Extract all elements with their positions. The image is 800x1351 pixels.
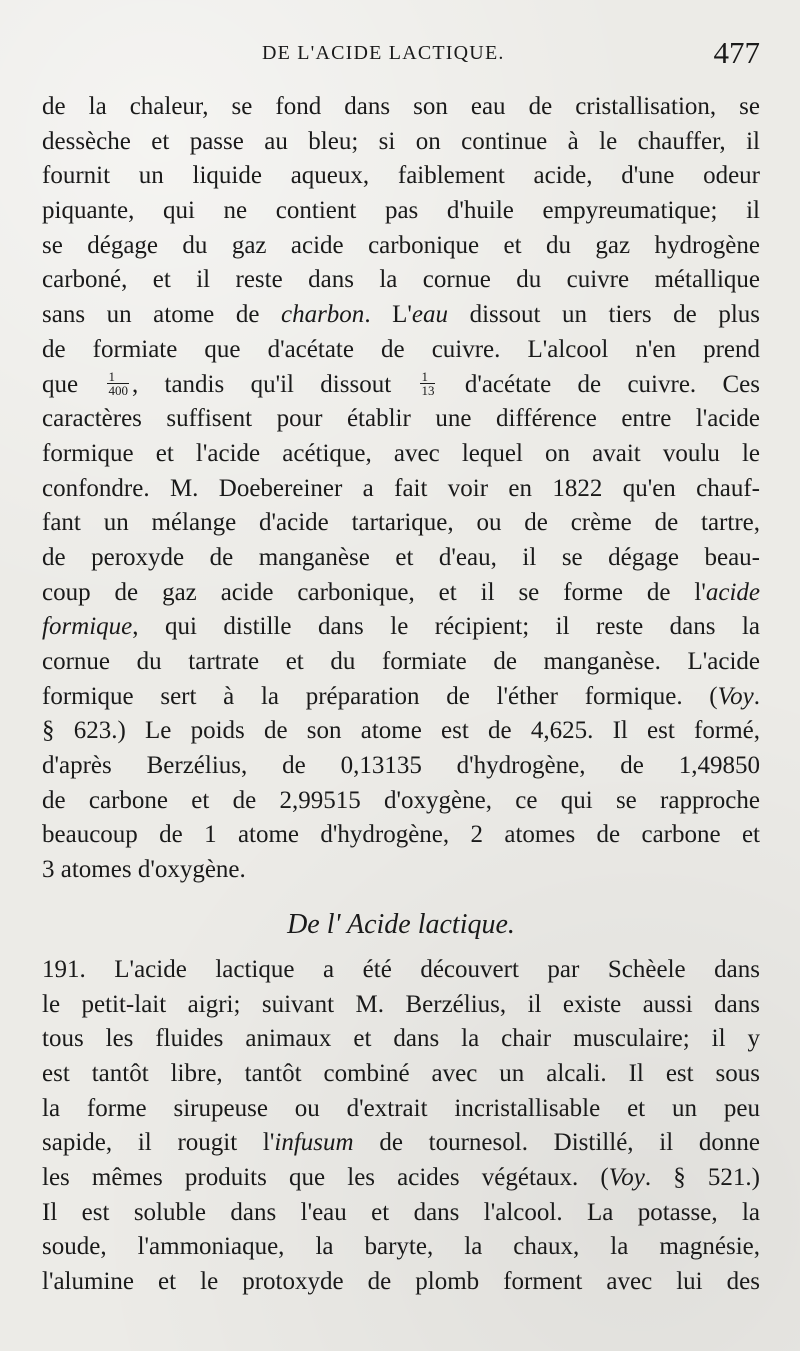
body-line-15 — [42, 576, 760, 611]
page-header-title: DE L'ACIDE LACTIQUE. — [262, 42, 505, 64]
body-line-1: de la chaleur, se fond dans son eau de cristallisation, se — [42, 93, 760, 120]
body-line-17: cornue du tartrate et du formiate de manganèse. L'acide — [42, 648, 760, 675]
body-line-7 — [42, 298, 760, 333]
body-line-18 — [42, 680, 760, 715]
section-line-7-after: . § 521.) — [644, 1163, 760, 1191]
body-line-7-before: sans un atome de — [42, 301, 281, 329]
body-line-18-after: . — [753, 682, 760, 710]
italic-word-voy-2: Voy — [608, 1163, 645, 1191]
fraction-one-thirteen-numerator: 1 — [420, 370, 435, 384]
italic-word-acide: acide — [705, 578, 760, 606]
body-line-20: d'après Berzélius, de 0,13135 d'hydrogène, de 1,49850 — [42, 752, 760, 780]
fraction-one-thirteen — [420, 370, 435, 397]
italic-word-charbon: charbon — [280, 301, 365, 329]
section-line-6 — [42, 1126, 760, 1161]
body-line-11: formique et l'acide acétique, avec lequel on avait voulu le — [42, 439, 760, 467]
body-line-23: 3 atomes d'oxygène. — [42, 856, 246, 884]
section-line-8: Il est soluble dans l'eau et dans l'alcool. La potasse, la — [42, 1198, 760, 1226]
body-line-9 — [42, 368, 760, 403]
fraction-one-four-hundred-numerator: 1 — [107, 370, 129, 384]
section-line-10: l'alumine et le protoxyde de plomb forment avec lui des — [42, 1268, 760, 1295]
section-line-7 — [42, 1161, 760, 1196]
body-line-21: de carbone et de 2,99515 d'oxygène, ce qui se rapproche — [42, 786, 760, 814]
fraction-one-four-hundred-denominator: 400 — [108, 383, 128, 399]
section-line-9: soude, l'ammoniaque, la baryte, la chaux, la magnésie, — [42, 1233, 760, 1261]
body-line-16-after: , qui distille dans le récipient; il reste dans la — [132, 613, 760, 641]
body-line-14: de peroxyde de manganèse et d'eau, il se dégage beau- — [42, 543, 760, 571]
italic-word-infusum: infusum — [274, 1129, 354, 1157]
italic-word-eau: eau — [411, 301, 449, 329]
fraction-one-thirteen-denominator: 13 — [421, 383, 435, 399]
section-line-7-before: les mêmes produits que les acides végétaux. ( — [42, 1163, 609, 1191]
body-line-13: fant un mélange d'acide tartarique, ou de crème de tartre, — [42, 509, 760, 537]
section-line-5: la forme sirupeuse ou d'extrait incristallisable et un peu — [42, 1094, 760, 1122]
body-line-8: de formiate que d'acétate de cuivre. L'alcool n'en prend — [42, 335, 760, 363]
body-line-5: se dégage du gaz acide carbonique et du gaz hydrogène — [42, 231, 760, 259]
italic-word-formique: formique — [42, 613, 133, 641]
body-line-10: caractères suffisent pour établir une différence entre l'acide — [42, 405, 760, 433]
body-line-7-middle: . L' — [364, 301, 412, 329]
section-line-6-before: sapide, il rougit l' — [42, 1129, 275, 1157]
body-line-6: carboné, et il reste dans la cornue du cuivre métallique — [42, 266, 760, 294]
body-line-9-after: d'acétate de cuivre. Ces — [438, 370, 760, 398]
body-line-2: dessèche et passe au bleu; si on continue à le chauffer, il — [42, 127, 760, 155]
italic-word-voy-1: Voy — [717, 682, 754, 710]
section-line-4: est tantôt libre, tantôt combiné avec un alcali. Il est sous — [42, 1059, 760, 1087]
section-line-1: 191. L'acide lactique a été découvert par Schèele dans — [42, 955, 760, 983]
body-line-3: fournit un liquide aqueux, faiblement acide, d'une odeur — [42, 162, 760, 190]
body-line-9-before: que — [42, 370, 105, 398]
section-heading: De l' Acide lactique. — [287, 908, 515, 940]
body-text — [42, 90, 760, 1300]
section-line-2: le petit-lait aigri; suivant M. Berzélius, il existe aussi dans — [42, 990, 760, 1018]
section-line-3: tous les fluides animaux et dans la chair musculaire; il y — [42, 1025, 760, 1053]
body-line-12: confondre. M. Doebereiner a fait voir en 1822 qu'en chauf- — [42, 474, 760, 502]
body-line-18-before: formique sert à la préparation de l'éther formique. ( — [42, 682, 718, 710]
body-line-16 — [42, 610, 760, 645]
page-number: 477 — [713, 35, 760, 70]
body-line-4: piquante, qui ne contient pas d'huile empyreumatique; il — [42, 197, 760, 225]
section-line-6-after: de tournesol. Distillé, il donne — [353, 1129, 760, 1157]
running-header — [42, 35, 760, 86]
body-line-22: beaucoup de 1 atome d'hydrogène, 2 atomes de carbone et — [42, 821, 760, 849]
body-line-15-before: coup de gaz acide carbonique, et il se forme de l' — [42, 578, 706, 606]
body-line-9-middle: , tandis qu'il dissout — [131, 370, 418, 398]
body-line-7-after: dissout un tiers de plus — [448, 301, 760, 329]
body-line-19: § 623.) Le poids de son atome est de 4,625. Il est formé, — [42, 717, 760, 745]
fraction-one-four-hundred — [107, 370, 129, 397]
